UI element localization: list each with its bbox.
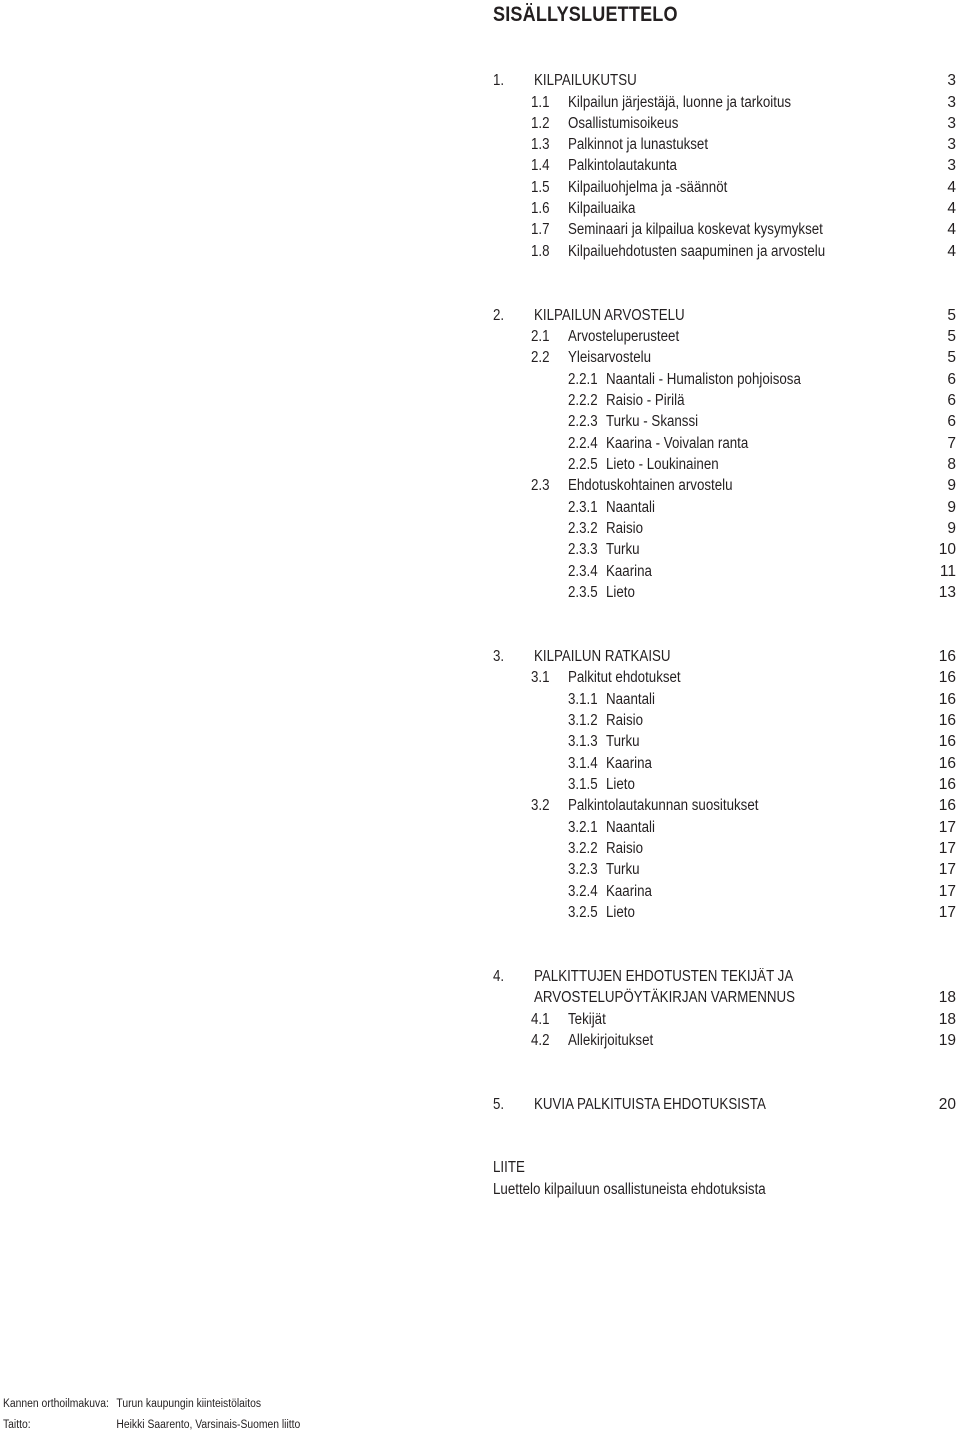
toc-entry-page: 16 [938,648,956,665]
toc-entry [0,731,960,752]
toc-entry-number: 1.2 [531,115,550,132]
toc-entry-title: Lieto - Loukinainen [606,456,719,473]
toc-entry-title: Arvosteluperusteet [568,328,680,345]
toc-entry-number: 2.3.2 [568,520,598,537]
toc-entry-title: Yleisarvostelu [568,349,651,366]
toc-entry-number: 3.2 [531,797,550,814]
toc-entry-title: Naantali [606,819,655,836]
toc-entry [0,241,960,262]
toc-entry [0,881,960,902]
toc-entry-title: Kilpailuehdotusten saapuminen ja arvostelu [568,243,826,260]
toc-entry-page: 9 [947,520,956,537]
toc-entry-title: Turku [606,733,640,750]
toc-entry [0,326,960,347]
toc-entry-title: Naantali [606,499,655,516]
toc-entry-number: 2.3.4 [568,563,598,580]
toc-entry [0,667,960,688]
toc-entry-title: Seminaari ja kilpailua koskevat kysymykset [568,221,823,238]
toc-entry [0,1094,960,1115]
toc-entry [0,774,960,795]
toc-entry-number: 1.7 [531,221,550,238]
toc-entry-number: 2. [493,307,505,324]
toc-entry-number: 1.4 [531,157,550,174]
toc-entry-title: Tekijät [568,1011,606,1028]
toc-entry [0,795,960,816]
toc-entry [0,561,960,582]
toc-entry [0,1009,960,1030]
toc-entry-title: Kilpailuohjelma ja -säännöt [568,179,728,196]
toc-entry-page: 17 [938,883,956,900]
toc-entry [0,390,960,411]
toc-entry [0,134,960,155]
toc-entry [0,198,960,219]
toc-entry [0,347,960,368]
toc-entry-title: Raisio [606,712,644,729]
toc-entry-number: 2.2.5 [568,456,598,473]
toc-entry-page: 8 [947,456,956,473]
toc-entry [0,177,960,198]
toc-entry-page: 5 [947,307,956,324]
toc-entry-title: Turku [606,541,640,558]
toc-entry-title: Kaarina [606,755,652,772]
toc-entry-number: 3.2.3 [568,861,598,878]
toc-entry [0,369,960,390]
toc-entry-page: 3 [947,136,956,153]
toc-entry [0,433,960,454]
toc-entry-number: 3.1.2 [568,712,598,729]
toc-entry-number: 3.2.1 [568,819,598,836]
toc-entry-number: 1.5 [531,179,550,196]
toc-entry [0,966,960,987]
toc-entry-number: 1.6 [531,200,550,217]
toc-entry-number: 2.2.2 [568,392,598,409]
toc-entry [0,817,960,838]
toc-entry-title: ARVOSTELUPÖYTÄKIRJAN VARMENNUS [534,989,795,1006]
toc-entry-number: 3.1.1 [568,691,598,708]
toc-entry-page: 10 [938,541,956,558]
toc-entry-page: 16 [938,733,956,750]
toc-entry-title: Raisio - Pirilä [606,392,685,409]
credit-value: Turun kaupungin kiinteistölaitos [116,1398,262,1410]
toc-entry-page: 16 [938,776,956,793]
toc-entry-title: Lieto [606,776,635,793]
toc-entry-page: 19 [938,1032,956,1049]
toc-entry-title: Palkintolautakunnan suositukset [568,797,759,814]
toc-entry-title: KUVIA PALKITUISTA EHDOTUKSISTA [534,1096,766,1113]
toc-entry-number: 3.2.4 [568,883,598,900]
toc-entry-page: 3 [947,115,956,132]
toc-entry [0,219,960,240]
credit-label: Kannen orthoilmakuva: [3,1398,109,1410]
toc-entry-page: 17 [938,904,956,921]
toc-entry-number: 4.1 [531,1011,550,1028]
toc-entry-page: 17 [938,840,956,857]
credit-label: Taitto: [3,1419,31,1431]
toc-entry [0,113,960,134]
toc-entry [0,454,960,475]
toc-entry-title: Osallistumisoikeus [568,115,679,132]
toc-entry-title: Kilpailun järjestäjä, luonne ja tarkoitus [568,94,792,111]
toc-entry-title: Kaarina [606,563,652,580]
toc-entry-page: 7 [947,435,956,452]
toc-entry-title: Kaarina [606,883,652,900]
toc-entry [0,582,960,603]
toc-entry-page: 18 [938,1011,956,1028]
toc-entry [0,902,960,923]
appendix-heading: LIITE [493,1159,525,1176]
page-title: SISÄLLYSLUETTELO [493,3,678,26]
toc-entry-number: 3.1.4 [568,755,598,772]
toc-entry-page: 9 [947,477,956,494]
toc-entry-number: 2.2.3 [568,413,598,430]
toc-entry-page: 3 [947,72,956,89]
toc-entry [0,689,960,710]
toc-entry-number: 2.2.4 [568,435,598,452]
toc-entry-page: 3 [947,157,956,174]
toc-entry-page: 13 [938,584,956,601]
toc-entry-title: Raisio [606,840,644,857]
toc-entry-title: Kilpailuaika [568,200,636,217]
toc-entry-number: 4. [493,968,505,985]
toc-entry-page: 17 [938,861,956,878]
toc-entry-page: 16 [938,712,956,729]
toc-entry-page: 17 [938,819,956,836]
toc-entry-page: 16 [938,669,956,686]
credit-line-layout [3,1417,301,1433]
toc-entry-page: 11 [939,563,956,580]
toc-entry-page: 16 [938,755,956,772]
toc-entry-title: Lieto [606,904,635,921]
toc-entry [0,710,960,731]
toc-entry-number: 3. [493,648,505,665]
toc-entry-number: 3.2.5 [568,904,598,921]
toc-entry [0,987,960,1008]
toc-entry-number: 2.3.1 [568,499,598,516]
toc-entry-page: 4 [947,179,956,196]
toc-entry [0,518,960,539]
toc-entry-page: 6 [947,371,956,388]
toc-entry [0,70,960,91]
toc-entry-number: 1.3 [531,136,550,153]
toc-entry-number: 3.2.2 [568,840,598,857]
toc-entry-page: 3 [947,94,956,111]
toc-entry-title: Palkinnot ja lunastukset [568,136,709,153]
toc-entry [0,646,960,667]
toc-entry-title: Ehdotuskohtainen arvostelu [568,477,733,494]
credit-value: Heikki Saarento, Varsinais-Suomen liitto [116,1419,301,1431]
toc-entry-number: 2.3.3 [568,541,598,558]
toc-entry [0,475,960,496]
toc-entry [0,1030,960,1051]
toc-entry-title: KILPAILUKUTSU [534,72,637,89]
toc-entry [0,838,960,859]
credit-line-cover [3,1396,262,1412]
toc-entry-number: 3.1.5 [568,776,598,793]
toc-entry-number: 2.2.1 [568,371,598,388]
toc-entry-title: Turku [606,861,640,878]
toc-entry-number: 5. [493,1096,505,1113]
toc-entry-page: 20 [938,1096,956,1113]
toc-entry [0,305,960,326]
toc-entry [0,859,960,880]
toc-entry-page: 6 [947,392,956,409]
toc-entry-number: 1.1 [531,94,550,111]
toc-entry-number: 2.3 [531,477,550,494]
toc-entry-title: Turku - Skanssi [606,413,699,430]
toc-entry [0,539,960,560]
toc-entry [0,411,960,432]
toc-entry [0,497,960,518]
toc-entry-title: KILPAILUN RATKAISU [534,648,671,665]
toc-entry-number: 2.3.5 [568,584,598,601]
toc-entry-page: 9 [947,499,956,516]
toc-entry [0,753,960,774]
toc-entry-page: 16 [938,797,956,814]
toc-entry-page: 18 [938,989,956,1006]
toc-entry-title: Lieto [606,584,635,601]
toc-entry-title: PALKITTUJEN EHDOTUSTEN TEKIJÄT JA [534,968,794,985]
appendix-text: Luettelo kilpailuun osallistuneista ehdotuksista [493,1181,766,1198]
toc-entry-title: Palkintolautakunta [568,157,677,174]
toc-entry-title: Raisio [606,520,644,537]
toc-entry-title: Allekirjoitukset [568,1032,654,1049]
toc-entry-page: 6 [947,413,956,430]
toc-entry-number: 1. [493,72,505,89]
toc-entry [0,92,960,113]
toc-entry-page: 5 [947,349,956,366]
toc-entry-page: 16 [938,691,956,708]
toc-entry-page: 5 [947,328,956,345]
toc-entry-title: KILPAILUN ARVOSTELU [534,307,685,324]
toc-entry-page: 4 [947,221,956,238]
toc-entry-title: Palkitut ehdotukset [568,669,681,686]
toc-entry-page: 4 [947,243,956,260]
toc-entry-number: 2.1 [531,328,550,345]
toc-entry-title: Naantali - Humaliston pohjoisosa [606,371,801,388]
toc-entry-title: Kaarina - Voivalan ranta [606,435,749,452]
toc-entry-number: 2.2 [531,349,550,366]
toc-entry-number: 3.1.3 [568,733,598,750]
toc-entry-number: 3.1 [531,669,550,686]
toc-entry-page: 4 [947,200,956,217]
toc-entry-number: 1.8 [531,243,550,260]
toc-entry-number: 4.2 [531,1032,550,1049]
toc-entry-title: Naantali [606,691,655,708]
toc-entry [0,155,960,176]
